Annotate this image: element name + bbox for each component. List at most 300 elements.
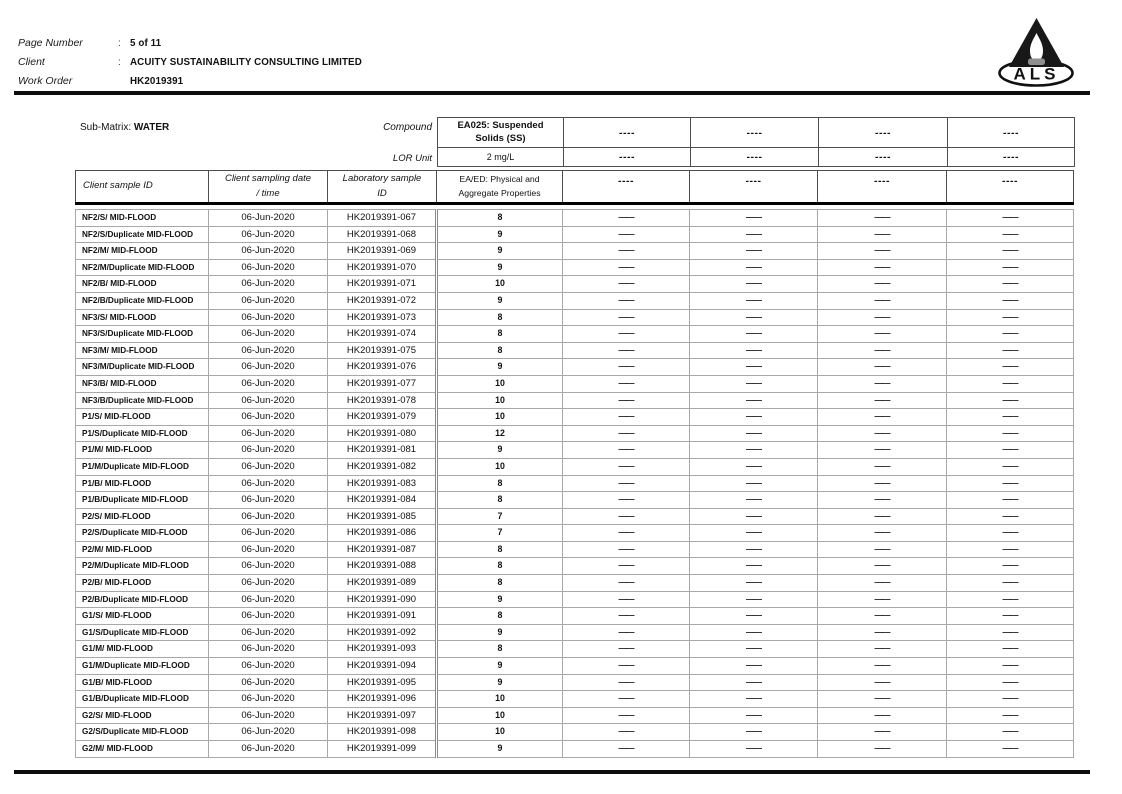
lab-sample-id-cell: HK2019391-099 [328,741,437,758]
table-row [76,575,1074,592]
lab-sample-id-cell: HK2019391-067 [328,210,437,227]
result-value-cell: 8 [437,558,563,575]
sampling-date-cell: 06-Jun-2020 [209,591,328,608]
empty-result-cell: —— [690,558,818,575]
lab-sample-id-cell: HK2019391-079 [328,409,437,426]
lab-sample-id-cell: HK2019391-092 [328,624,437,641]
lab-sample-id-cell: HK2019391-096 [328,691,437,708]
method-group-header [437,171,563,204]
empty-result-cell: —— [690,226,818,243]
sample-id-cell: P2/B/ MID-FLOOD [76,575,209,592]
empty-result-cell: —— [690,458,818,475]
empty-result-cell: —— [818,492,947,509]
sample-id-cell: P1/S/ MID-FLOOD [76,409,209,426]
sample-id-cell: P1/M/Duplicate MID-FLOOD [76,458,209,475]
sample-id-cell: P2/B/Duplicate MID-FLOOD [76,591,209,608]
empty-result-cell: —— [947,724,1074,741]
empty-result-cell: —— [690,658,818,675]
result-value-cell: 9 [437,442,563,459]
sampling-date-cell: 06-Jun-2020 [209,359,328,376]
empty-result-cell: —— [818,458,947,475]
sample-id-cell: NF2/M/Duplicate MID-FLOOD [76,259,209,276]
empty-lor-cell: ---- [948,148,1075,167]
table-row [76,492,1074,509]
result-value-cell: 10 [437,392,563,409]
table-row [76,674,1074,691]
sample-id-cell: P2/M/Duplicate MID-FLOOD [76,558,209,575]
result-value-cell: 9 [437,243,563,260]
lor-unit-header-row [438,148,1075,167]
compound-name-line1: EA025: Suspended [457,120,544,131]
client-label: Client [18,56,45,69]
empty-result-cell: —— [947,458,1074,475]
sampling-date-cell: 06-Jun-2020 [209,558,328,575]
lab-sample-id-cell: HK2019391-097 [328,707,437,724]
table-row [76,276,1074,293]
empty-result-cell: —— [563,475,690,492]
empty-result-cell: —— [690,210,818,227]
empty-result-cell: —— [563,658,690,675]
empty-result-cell: —— [947,691,1074,708]
table-row [76,724,1074,741]
sampling-date-cell: 06-Jun-2020 [209,210,328,227]
empty-compound-cell: ---- [948,118,1075,148]
empty-result-cell: —— [947,425,1074,442]
empty-compound-cell: ---- [564,118,691,148]
empty-result-cell: —— [563,326,690,343]
sampling-date-header-line2: / time [256,187,280,199]
page-number-value: 5 of 11 [130,38,162,49]
sample-id-cell: NF3/B/ MID-FLOOD [76,375,209,392]
sampling-date-cell: 06-Jun-2020 [209,292,328,309]
empty-result-cell: —— [563,210,690,227]
header-divider-rule [14,91,1090,95]
result-value-cell: 10 [437,724,563,741]
empty-result-cell: —— [563,707,690,724]
client-value: ACUITY SUSTAINABILITY CONSULTING LIMITED [130,57,362,69]
empty-lor-cell: ---- [819,148,948,167]
sample-id-cell: G1/B/Duplicate MID-FLOOD [76,691,209,708]
column-header-row [76,171,1074,204]
empty-result-cell: —— [947,741,1074,758]
compound-header-cell [438,118,564,148]
sample-id-cell: NF3/S/Duplicate MID-FLOOD [76,326,209,343]
lab-sample-id-cell: HK2019391-070 [328,259,437,276]
empty-result-cell: —— [690,591,818,608]
empty-result-cell: —— [818,591,947,608]
empty-result-cell: —— [563,425,690,442]
table-row [76,425,1074,442]
empty-result-cell: —— [563,558,690,575]
result-value-cell: 9 [437,259,563,276]
empty-result-cell: —— [947,608,1074,625]
lab-sample-id-cell: HK2019391-068 [328,226,437,243]
lab-sample-id-cell: HK2019391-089 [328,575,437,592]
empty-result-cell: —— [818,541,947,558]
result-value-cell: 8 [437,608,563,625]
sample-id-cell: P2/S/Duplicate MID-FLOOD [76,525,209,542]
table-row [76,226,1074,243]
empty-result-cell: —— [947,624,1074,641]
empty-result-cell: —— [818,309,947,326]
empty-result-cell: —— [818,442,947,459]
page-number-separator: : [118,38,121,49]
result-value-cell: 9 [437,591,563,608]
table-row [76,741,1074,758]
result-value-cell: 7 [437,508,563,525]
empty-result-cell: —— [947,492,1074,509]
empty-result-cell: —— [947,707,1074,724]
lab-sample-id-cell: HK2019391-078 [328,392,437,409]
empty-result-cell: —— [818,658,947,675]
empty-result-cell: —— [818,359,947,376]
sample-id-cell: NF2/S/ MID-FLOOD [76,210,209,227]
empty-result-cell: —— [947,259,1074,276]
empty-result-cell: —— [947,309,1074,326]
empty-result-cell: —— [563,575,690,592]
empty-result-cell: —— [563,409,690,426]
client-separator: : [118,57,121,69]
empty-result-cell: —— [563,724,690,741]
lab-sample-id-cell: HK2019391-091 [328,608,437,625]
empty-result-cell: —— [818,276,947,293]
empty-result-cell: —— [563,674,690,691]
empty-result-cell: —— [818,691,947,708]
lab-sample-id-cell: HK2019391-072 [328,292,437,309]
sample-id-cell: G1/M/Duplicate MID-FLOOD [76,658,209,675]
empty-result-cell: —— [690,724,818,741]
table-row [76,707,1074,724]
sampling-date-cell: 06-Jun-2020 [209,641,328,658]
sample-id-cell: NF3/S/ MID-FLOOD [76,309,209,326]
lab-sample-id-cell: HK2019391-088 [328,558,437,575]
work-order-value: HK2019391 [130,76,184,88]
empty-result-cell: —— [818,326,947,343]
empty-result-cell: —— [947,210,1074,227]
lab-sample-id-cell: HK2019391-073 [328,309,437,326]
table-row [76,359,1074,376]
empty-result-cell: —— [563,525,690,542]
empty-result-cell: —— [947,359,1074,376]
lab-sample-id-cell: HK2019391-077 [328,375,437,392]
sample-table-body [76,210,1074,758]
result-value-cell: 12 [437,425,563,442]
empty-result-cell: —— [690,541,818,558]
empty-result-cell: —— [947,508,1074,525]
table-row [76,342,1074,359]
empty-result-cell: —— [690,276,818,293]
empty-compound-cell: ---- [691,118,819,148]
lab-sample-id-cell: HK2019391-093 [328,641,437,658]
empty-result-cell: —— [563,243,690,260]
compound-row-label: Compound [383,122,432,133]
empty-result-cell: —— [947,409,1074,426]
result-value-cell: 8 [437,210,563,227]
empty-result-cell: —— [947,558,1074,575]
sample-id-cell: NF2/B/ MID-FLOOD [76,276,209,293]
table-row [76,458,1074,475]
empty-result-cell: —— [947,674,1074,691]
empty-result-cell: —— [563,508,690,525]
empty-result-cell: —— [818,558,947,575]
sampling-date-cell: 06-Jun-2020 [209,575,328,592]
empty-result-cell: —— [563,392,690,409]
empty-result-cell: —— [690,674,818,691]
lab-sample-id-cell: HK2019391-094 [328,658,437,675]
lab-sample-id-cell: HK2019391-080 [328,425,437,442]
empty-result-cell: —— [818,292,947,309]
empty-result-cell: —— [818,674,947,691]
empty-result-cell: —— [563,492,690,509]
sampling-date-header-line1: Client sampling date [224,173,312,184]
table-row [76,442,1074,459]
empty-result-cell: —— [563,259,690,276]
lab-sample-id-cell: HK2019391-098 [328,724,437,741]
empty-method-cell: ---- [947,171,1074,204]
work-order-label: Work Order [18,75,73,88]
sub-matrix-value: WATER [133,122,170,133]
empty-result-cell: —— [690,492,818,509]
lor-unit-cell: 2 mg/L [438,148,564,167]
sampling-date-cell: 06-Jun-2020 [209,226,328,243]
client-sample-id-header: Client sample ID [76,171,209,204]
sample-id-cell: G1/B/ MID-FLOOD [76,674,209,691]
sampling-date-cell: 06-Jun-2020 [209,707,328,724]
empty-result-cell: —— [818,608,947,625]
empty-result-cell: —— [690,691,818,708]
sample-id-cell: NF3/B/Duplicate MID-FLOOD [76,392,209,409]
table-row [76,508,1074,525]
sampling-date-cell: 06-Jun-2020 [209,276,328,293]
lab-sample-id-header [328,171,437,204]
lab-sample-id-cell: HK2019391-090 [328,591,437,608]
lab-sample-id-cell: HK2019391-084 [328,492,437,509]
empty-result-cell: —— [818,575,947,592]
result-value-cell: 10 [437,375,563,392]
table-row [76,326,1074,343]
empty-result-cell: —— [690,624,818,641]
sample-id-cell: NF3/M/ MID-FLOOD [76,342,209,359]
result-value-cell: 8 [437,575,563,592]
sampling-date-cell: 06-Jun-2020 [209,392,328,409]
table-row [76,210,1074,227]
sample-id-cell: NF3/M/Duplicate MID-FLOOD [76,359,209,376]
empty-result-cell: —— [818,375,947,392]
als-logo [998,11,1076,89]
empty-method-cell: ---- [690,171,818,204]
table-row [76,243,1074,260]
empty-result-cell: —— [947,276,1074,293]
sampling-date-cell: 06-Jun-2020 [209,309,328,326]
result-value-cell: 9 [437,741,563,758]
empty-result-cell: —— [947,475,1074,492]
lab-sample-id-cell: HK2019391-087 [328,541,437,558]
lab-sample-id-cell: HK2019391-069 [328,243,437,260]
sub-matrix-label: Sub-Matrix: [80,122,132,133]
page-number-label: Page Number [18,37,83,49]
sampling-date-cell: 06-Jun-2020 [209,342,328,359]
empty-result-cell: —— [690,741,818,758]
analyte-header-band [437,117,1075,167]
empty-result-cell: —— [818,392,947,409]
lor-unit-row-label: LOR Unit [392,153,432,164]
lab-sample-id-cell: HK2019391-075 [328,342,437,359]
client-row [18,56,362,75]
empty-result-cell: —— [947,392,1074,409]
result-value-cell: 7 [437,525,563,542]
empty-result-cell: —— [563,375,690,392]
lab-sample-id-cell: HK2019391-076 [328,359,437,376]
empty-result-cell: —— [818,508,947,525]
result-value-cell: 10 [437,409,563,426]
als-logo-text: ALS [1013,64,1060,84]
result-value-cell: 10 [437,276,563,293]
result-value-cell: 9 [437,226,563,243]
empty-result-cell: —— [563,292,690,309]
page-number-row [18,37,362,56]
result-value-cell: 9 [437,624,563,641]
sampling-date-cell: 06-Jun-2020 [209,442,328,459]
empty-result-cell: —— [818,243,947,260]
result-value-cell: 8 [437,492,563,509]
sampling-date-cell: 06-Jun-2020 [209,691,328,708]
sample-id-cell: P2/S/ MID-FLOOD [76,508,209,525]
empty-result-cell: —— [690,475,818,492]
result-value-cell: 9 [437,658,563,675]
empty-result-cell: —— [690,608,818,625]
empty-result-cell: —— [563,624,690,641]
empty-method-cell: ---- [563,171,690,204]
empty-result-cell: —— [563,541,690,558]
lab-sample-id-cell: HK2019391-085 [328,508,437,525]
table-row [76,392,1074,409]
empty-result-cell: —— [818,226,947,243]
empty-result-cell: —— [690,442,818,459]
table-row [76,309,1074,326]
empty-result-cell: —— [563,442,690,459]
sampling-date-cell: 06-Jun-2020 [209,375,328,392]
empty-result-cell: —— [947,658,1074,675]
table-row [76,541,1074,558]
empty-result-cell: —— [690,243,818,260]
empty-result-cell: —— [563,309,690,326]
table-row [76,558,1074,575]
empty-result-cell: —— [947,243,1074,260]
method-group-line1: EA/ED: Physical and [459,174,540,184]
table-row [76,525,1074,542]
empty-result-cell: —— [947,541,1074,558]
empty-result-cell: —— [690,375,818,392]
empty-result-cell: —— [947,226,1074,243]
result-value-cell: 9 [437,674,563,691]
result-value-cell: 8 [437,309,563,326]
sampling-date-cell: 06-Jun-2020 [209,425,328,442]
table-row [76,691,1074,708]
sampling-date-cell: 06-Jun-2020 [209,674,328,691]
column-header-band [75,170,1074,205]
table-row [76,641,1074,658]
empty-result-cell: —— [818,475,947,492]
empty-result-cell: —— [563,641,690,658]
sampling-date-cell: 06-Jun-2020 [209,458,328,475]
page-bottom-rule [14,770,1090,774]
sub-matrix [80,122,169,133]
empty-result-cell: —— [818,210,947,227]
method-group-line2: Aggregate Properties [458,187,541,198]
sample-id-cell: G1/S/ MID-FLOOD [76,608,209,625]
empty-result-cell: —— [690,707,818,724]
sampling-date-cell: 06-Jun-2020 [209,624,328,641]
result-value-cell: 10 [437,458,563,475]
result-value-cell: 9 [437,359,563,376]
lab-sample-id-cell: HK2019391-086 [328,525,437,542]
empty-result-cell: —— [947,591,1074,608]
lab-sample-id-header-line1: Laboratory sample [342,173,422,184]
empty-result-cell: —— [947,575,1074,592]
result-value-cell: 10 [437,707,563,724]
empty-result-cell: —— [947,326,1074,343]
empty-result-cell: —— [563,591,690,608]
empty-result-cell: —— [818,525,947,542]
empty-result-cell: —— [690,525,818,542]
sample-results-table [75,209,1074,758]
sample-id-cell: P1/B/ MID-FLOOD [76,475,209,492]
empty-result-cell: —— [563,691,690,708]
sample-id-cell: P1/S/Duplicate MID-FLOOD [76,425,209,442]
sampling-date-cell: 06-Jun-2020 [209,741,328,758]
compound-name-line2: Solids (SS) [475,132,526,144]
sample-id-cell: G2/S/ MID-FLOOD [76,707,209,724]
lab-sample-id-cell: HK2019391-071 [328,276,437,293]
table-row [76,409,1074,426]
sample-id-cell: NF2/B/Duplicate MID-FLOOD [76,292,209,309]
table-row [76,624,1074,641]
sampling-date-cell: 06-Jun-2020 [209,658,328,675]
empty-compound-cell: ---- [819,118,948,148]
sample-id-cell: P1/M/ MID-FLOOD [76,442,209,459]
sampling-date-cell: 06-Jun-2020 [209,492,328,509]
empty-result-cell: —— [818,641,947,658]
result-value-cell: 9 [437,292,563,309]
empty-result-cell: —— [690,292,818,309]
sampling-date-cell: 06-Jun-2020 [209,243,328,260]
lab-sample-id-cell: HK2019391-074 [328,326,437,343]
empty-result-cell: —— [690,508,818,525]
table-row [76,292,1074,309]
empty-result-cell: —— [690,425,818,442]
empty-result-cell: —— [690,259,818,276]
sample-id-cell: G1/S/Duplicate MID-FLOOD [76,624,209,641]
table-row [76,608,1074,625]
empty-result-cell: —— [818,409,947,426]
table-row [76,475,1074,492]
empty-result-cell: —— [690,641,818,658]
empty-result-cell: —— [563,342,690,359]
empty-result-cell: —— [563,608,690,625]
result-value-cell: 10 [437,691,563,708]
sample-id-cell: P1/B/Duplicate MID-FLOOD [76,492,209,509]
sample-id-cell: G2/S/Duplicate MID-FLOOD [76,724,209,741]
compound-header-row [438,118,1075,148]
result-value-cell: 8 [437,641,563,658]
empty-result-cell: —— [947,375,1074,392]
empty-result-cell: —— [818,724,947,741]
result-value-cell: 8 [437,342,563,359]
sample-id-cell: NF2/S/Duplicate MID-FLOOD [76,226,209,243]
sample-id-cell: G2/M/ MID-FLOOD [76,741,209,758]
empty-result-cell: —— [818,342,947,359]
sample-id-cell: NF2/M/ MID-FLOOD [76,243,209,260]
